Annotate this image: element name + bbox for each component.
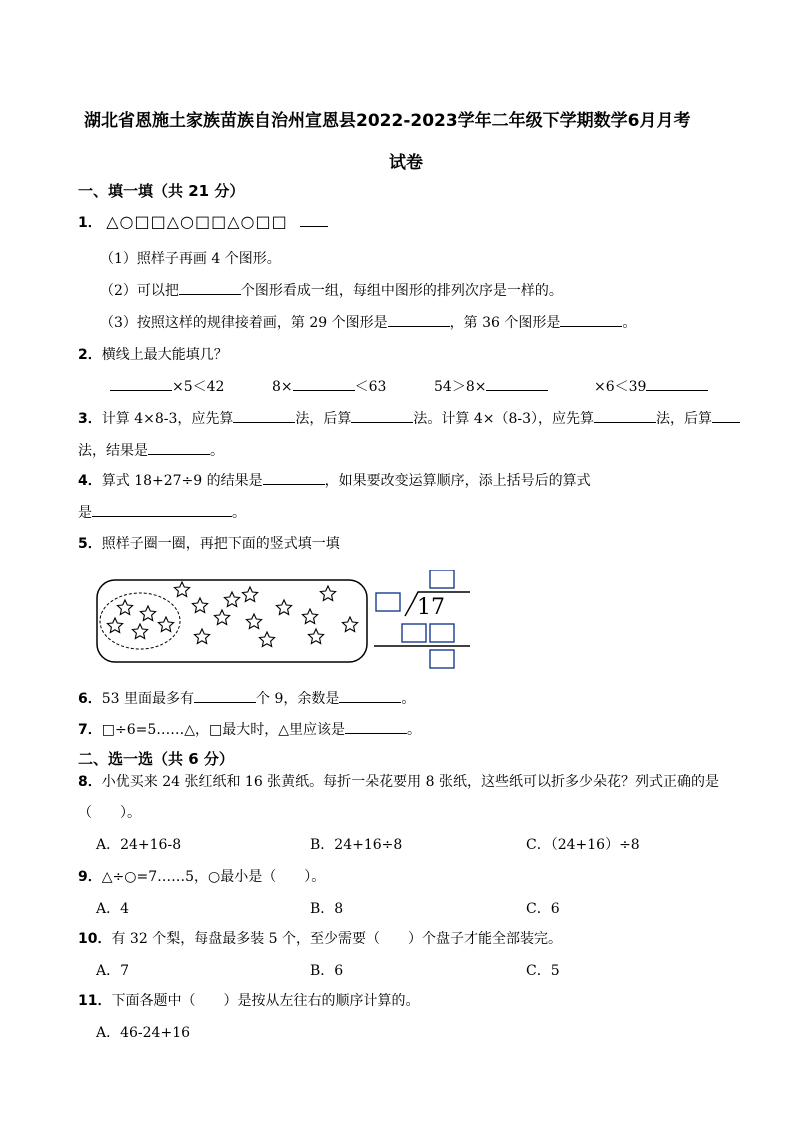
answer-blank[interactable]	[194, 688, 256, 703]
question-number: 9．	[78, 869, 102, 885]
question-3	[78, 408, 740, 428]
expr-text: 8×	[272, 379, 293, 395]
question-number: 3．	[78, 411, 102, 427]
question-number: 2．	[78, 347, 102, 363]
question-1-sub2	[100, 280, 563, 300]
stars-figure	[92, 570, 478, 672]
question-text: 小优买来 24 张红纸和 16 张黄纸。每折一朵花要用 8 张纸，这些纸可以折多少朵花？列式正确的是	[101, 774, 719, 790]
star-group	[107, 582, 357, 647]
text: 法。计算 4×（8-3），应先算	[413, 411, 595, 427]
dividend: 17	[417, 595, 445, 620]
expr-text: ×6＜39	[594, 379, 647, 395]
text: ，如果要改变运算顺序，添上括号后的算式	[324, 473, 591, 489]
option-b[interactable]: B．6	[310, 963, 344, 979]
text: 是	[78, 505, 92, 521]
divisor-box[interactable]	[376, 593, 400, 611]
text: 个 9，余数是	[256, 691, 340, 707]
text: 。	[232, 505, 246, 521]
product-box-1[interactable]	[402, 624, 426, 642]
quotient-box[interactable]	[430, 570, 454, 588]
answer-blank[interactable]	[179, 280, 241, 295]
question-text: 照样子圈一圈，再把下面的竖式填一填	[101, 536, 340, 552]
option-c[interactable]: C．6	[526, 901, 560, 917]
answer-blank[interactable]	[388, 312, 450, 327]
question-number: 11．	[78, 993, 112, 1009]
answer-blank[interactable]	[92, 502, 232, 517]
question-2	[78, 344, 228, 364]
option-b[interactable]: B．8	[310, 901, 344, 917]
question-4-cont	[78, 502, 246, 522]
remainder-box[interactable]	[430, 650, 454, 668]
answer-blank[interactable]	[300, 212, 328, 227]
question-text: △÷○=7……5，○最小是（ ）。	[101, 869, 326, 885]
answer-blank[interactable]	[560, 312, 622, 327]
text: 。	[407, 722, 422, 738]
answer-blank[interactable]	[486, 376, 548, 391]
text: 。	[210, 443, 224, 459]
option-b[interactable]: B．24+16÷8	[310, 837, 403, 853]
question-4	[78, 470, 591, 490]
text: 53 里面最多有	[101, 691, 195, 707]
answer-blank[interactable]	[110, 376, 172, 391]
question-number: 6．	[78, 691, 102, 707]
question-text: 有 32 个梨，每盘最多装 5 个，至少需要（ ）个盘子才能全部装完。	[111, 931, 563, 947]
question-number: 8．	[78, 774, 102, 790]
option-a[interactable]: A．46-24+16	[96, 1025, 191, 1041]
question-8	[78, 771, 719, 791]
question-11	[78, 990, 419, 1010]
question-10	[78, 928, 562, 948]
text: 算式 18+27÷9 的结果是	[101, 473, 263, 489]
question-number: 10．	[78, 931, 112, 947]
question-number: 5．	[78, 536, 102, 552]
section-heading-fill: 一、填一填（共 21 分）	[78, 182, 245, 200]
question-3-cont	[78, 440, 224, 460]
answer-blank[interactable]	[293, 376, 355, 391]
question-6	[78, 688, 415, 708]
long-division	[374, 570, 470, 668]
sub3-text-c: 。	[622, 315, 637, 331]
text: 法，后算	[656, 411, 713, 427]
question-number: 1．	[78, 215, 102, 231]
expr-4	[594, 376, 708, 396]
text: □÷6=5……△，□最大时，△里应该是	[101, 722, 346, 738]
shape-sequence: △○□□△○□□△○□□	[106, 212, 288, 231]
answer-blank[interactable]	[594, 408, 656, 423]
answer-blank[interactable]	[263, 470, 325, 485]
answer-blank[interactable]	[646, 376, 708, 391]
expr-1	[110, 376, 224, 396]
question-text: 横线上最大能填几？	[101, 347, 228, 363]
page-title-line2: 试卷	[389, 153, 423, 173]
option-c[interactable]: C．（24+16）÷8	[526, 837, 640, 853]
answer-blank[interactable]	[148, 440, 210, 455]
answer-blank[interactable]	[345, 719, 407, 734]
option-a[interactable]: A．7	[96, 963, 130, 979]
page-title: 湖北省恩施土家族苗族自治州宣恩县2022-2023学年二年级下学期数学6月月考	[84, 111, 691, 131]
expr-text: ×5＜42	[172, 379, 225, 395]
answer-blank[interactable]	[351, 408, 413, 423]
question-1-sub3	[100, 312, 636, 332]
expr-3	[434, 376, 548, 396]
sub2-text-a: （2）可以把	[100, 283, 179, 299]
sub2-text-b: 个图形看成一组，每组中图形的排列次序是一样的。	[240, 283, 563, 299]
expr-text: 54＞8×	[434, 379, 487, 395]
question-number: 4．	[78, 473, 102, 489]
text: 。	[401, 691, 416, 707]
question-1	[78, 212, 328, 232]
expr-2	[272, 376, 386, 396]
section-heading-choose: 二、选一选（共 6 分）	[78, 750, 234, 768]
option-c[interactable]: C．5	[526, 963, 560, 979]
text: 计算 4×8-3，应先算	[101, 411, 234, 427]
text: 法，结果是	[78, 443, 148, 459]
question-8-paren: （ ）。	[78, 805, 141, 821]
expr-text: ＜63	[354, 379, 387, 395]
question-text: 下面各题中（ ）是按从左往右的顺序计算的。	[111, 993, 420, 1009]
question-7	[78, 719, 421, 739]
question-5	[78, 533, 340, 553]
question-number: 7．	[78, 722, 102, 738]
answer-blank[interactable]	[339, 688, 401, 703]
product-box-2[interactable]	[430, 624, 454, 642]
option-a[interactable]: A．24+16-8	[96, 837, 182, 853]
question-1-sub1: （1）照样子再画 4 个图形。	[100, 251, 281, 267]
text: 法，后算	[295, 411, 352, 427]
option-a[interactable]: A．4	[96, 901, 130, 917]
sub3-text-b: ，第 36 个图形是	[449, 315, 561, 331]
answer-blank[interactable]	[712, 408, 740, 423]
sub3-text-a: （3）按照这样的规律接着画，第 29 个图形是	[100, 315, 388, 331]
question-9	[78, 866, 325, 886]
answer-blank[interactable]	[233, 408, 295, 423]
